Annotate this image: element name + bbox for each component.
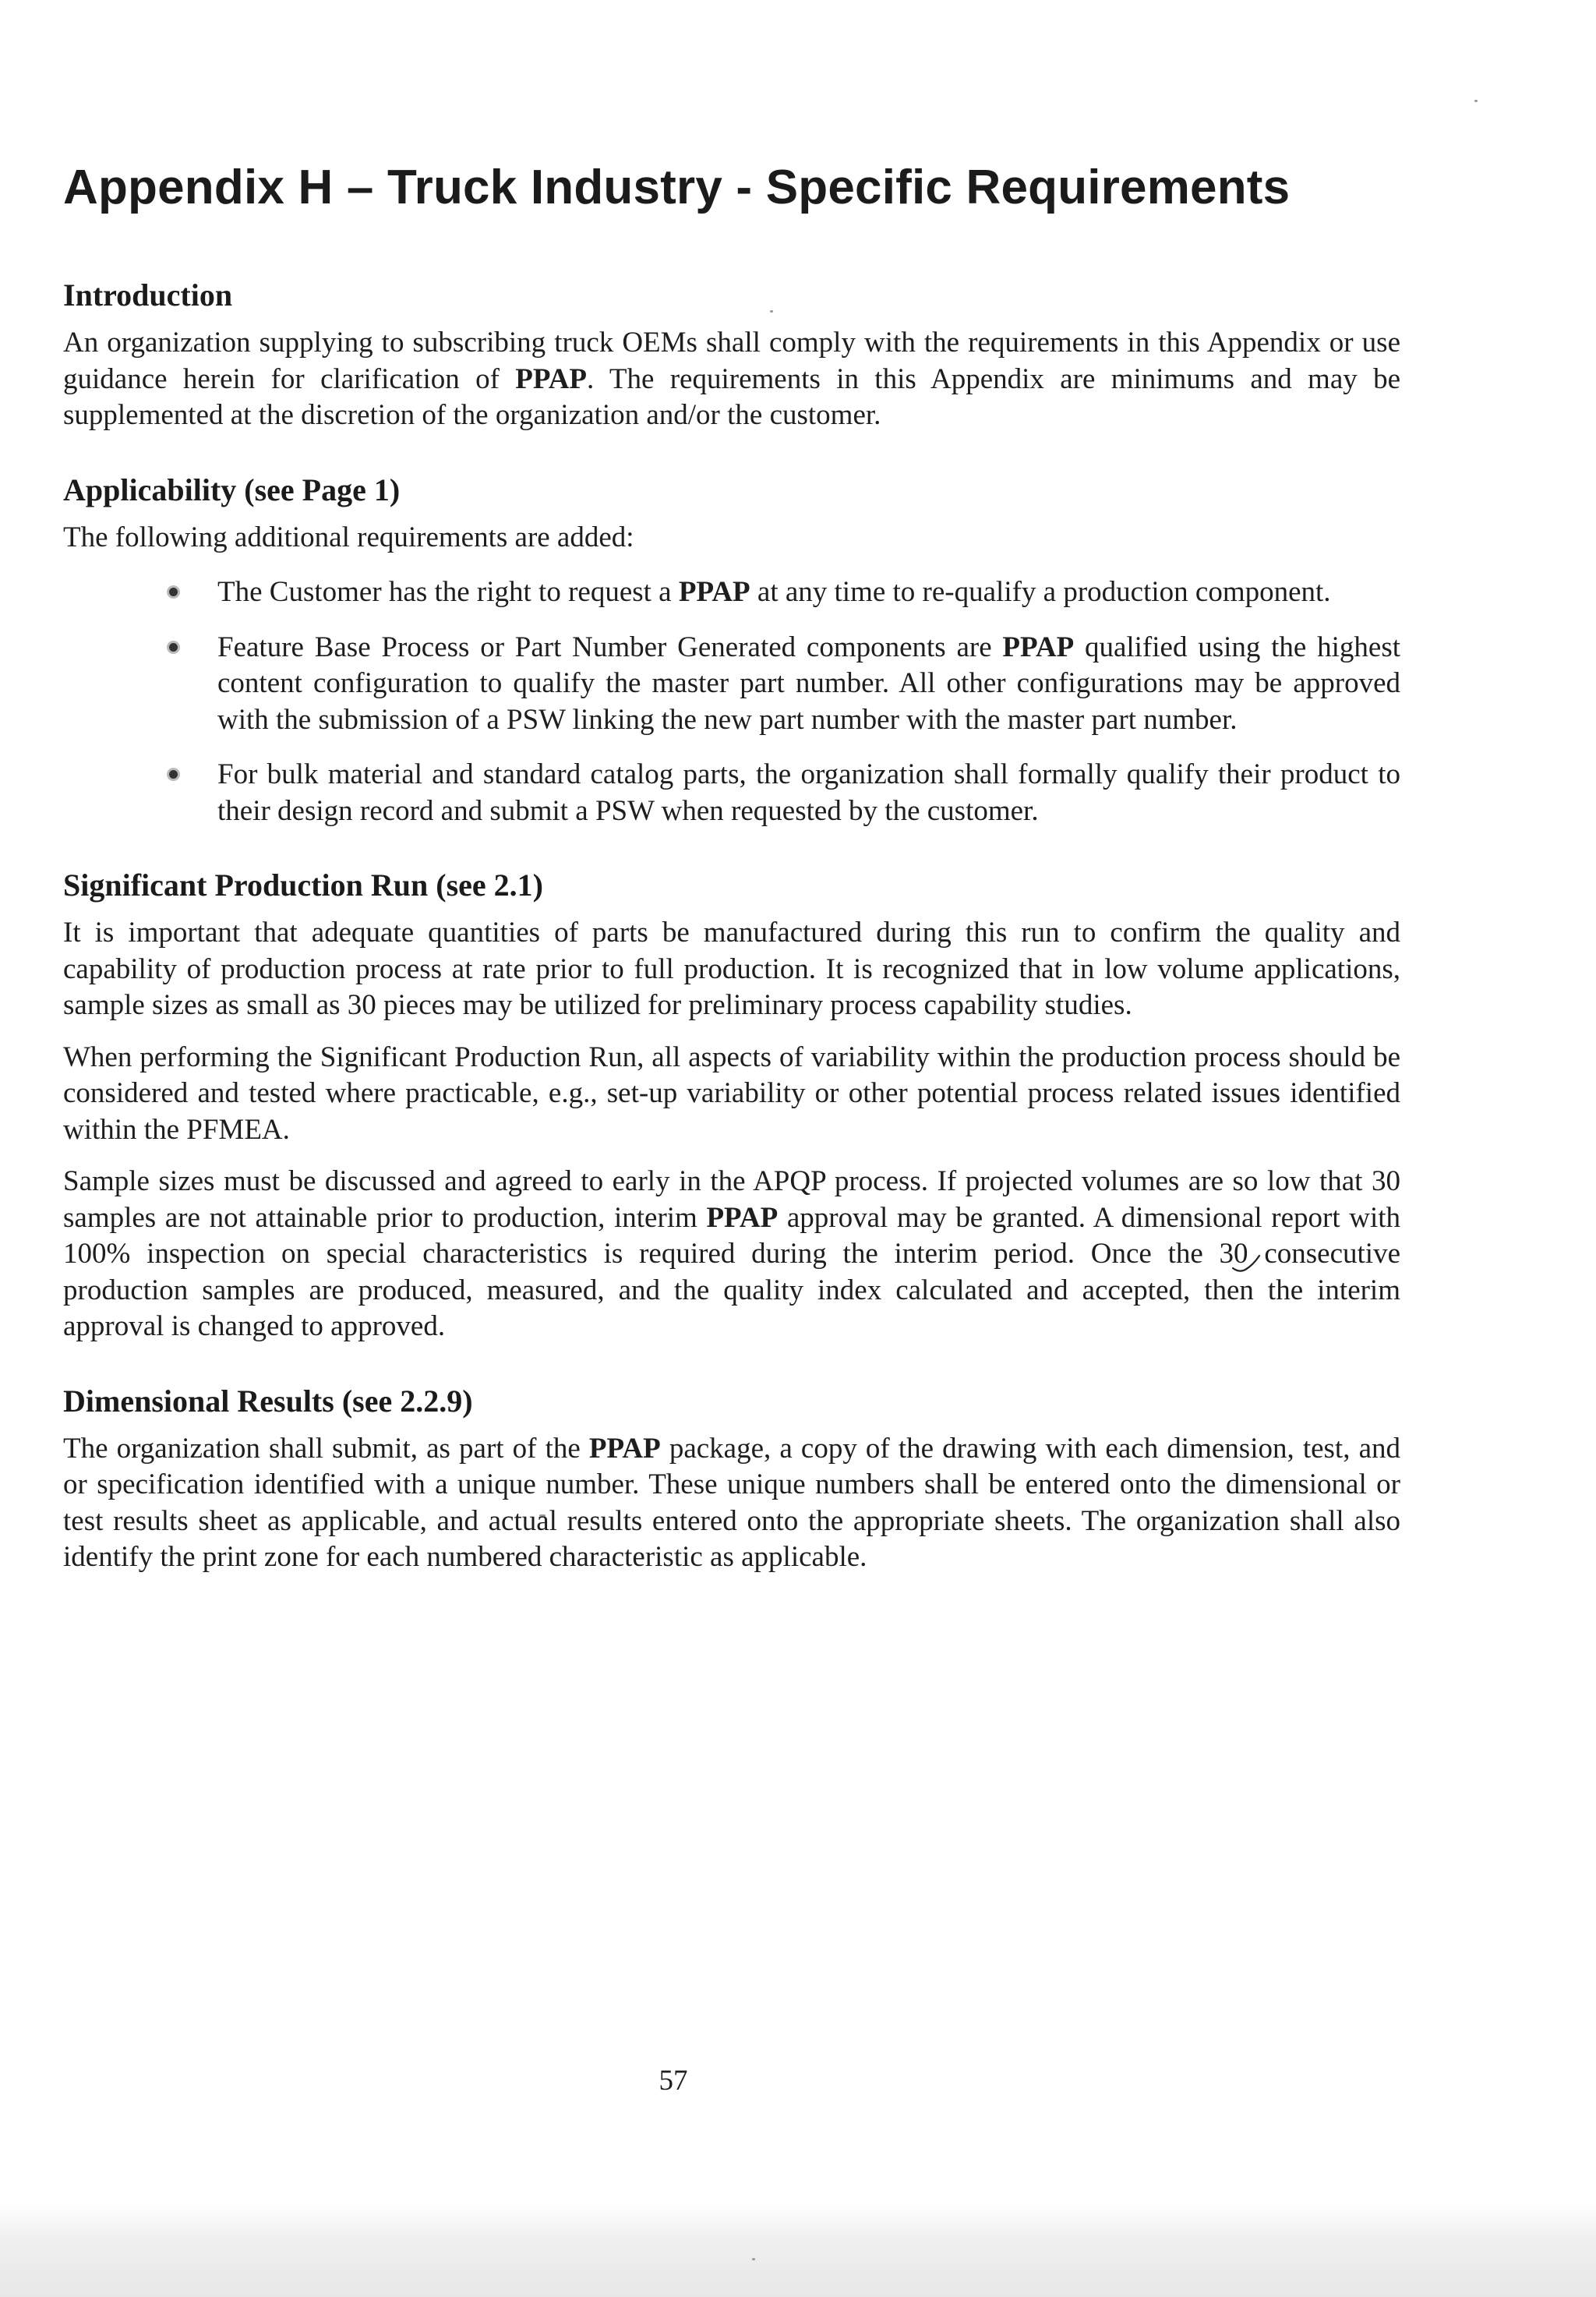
bold-term: PPAP [706,1201,779,1234]
bold-term: PPAP [515,362,588,395]
section-heading: Dimensional Results (see 2.2.9) [63,1383,473,1419]
scan-speck [752,2258,755,2260]
page-number: 57 [659,2065,688,2097]
list-item [63,630,1400,739]
page-title: Appendix H – Truck Industry - Specific Requirements [63,161,1291,214]
paragraph [63,1164,1400,1345]
paragraph [63,1040,1400,1149]
text-run: package, a copy of the drawing with each dimension, test, and or specification identified with a unique number. These unique numbers shall be entered onto the dimensional or test results sheet as applicable, and actual results entered onto the appropriate sheets. The organization shall also identify the print zone for each numbered characteristic as applicable. [63,1432,1400,1573]
bullet-icon [169,770,178,779]
list-item [63,757,1400,829]
text-run: An organization supplying to subscribing truck OEMs shall comply with the requirements in this Appendix or use guidance herein for clarification of [63,327,1400,395]
page-bottom-shadow [0,2203,1596,2297]
text-run: at any time to re-qualify a production component. [750,576,1331,608]
section-heading: Introduction [63,277,233,313]
paragraph [63,325,1400,434]
paragraph [63,915,1400,1024]
bold-term: PPAP [1002,631,1075,663]
text-run: approval may be granted. A dimensional report with 100% inspection on special characteristics is required during the interim period. Once the 30 consecutive production samples are produced, measured, and the quality index calculated and accepted, then the interim approval is changed to approved. [63,1201,1400,1342]
text-run: When performing the Significant Production Run, all aspects of variability within the production process should be considered and tested where practicable, e.g., set-up variability or other potential process related issues identified within the PFMEA. [63,1041,1400,1146]
text-run: Sample sizes must be discussed and agreed to early in the APQP process. If projected volumes are so low that 30 samples are not attainable prior to production, interim [63,1165,1400,1234]
section-heading: Significant Production Run (see 2.1) [63,868,543,903]
text-run: The organization shall submit, as part of the [63,1432,589,1465]
requirements-list [63,574,1400,829]
text-run: The Customer has the right to request a [217,576,679,608]
section-introduction [63,277,1400,434]
paragraph [63,1431,1400,1576]
text-run: For bulk material and standard catalog parts, the organization shall formally qualify their product to their design record and submit a PSW when requested by the customer. [217,758,1400,827]
section-heading: Applicability (see Page 1) [63,472,401,507]
scan-speck [1474,100,1478,102]
bullet-icon [169,643,178,652]
list-item [63,574,1400,611]
section-applicability [63,472,1400,830]
bold-term: PPAP [678,576,750,608]
document-body [63,160,1400,1613]
text-run: It is important that adequate quantities of parts be manufactured during this run to confirm the quality and capability of production process at rate prior to full production. It is recognized that in low volume applications, sample sizes as small as 30 pieces may be utilized for preliminary process capability studies. [63,917,1400,1021]
paragraph: The following additional requirements are added: [63,521,634,553]
text-run: qualified using the highest content configuration to qualify the master part number. All other configurations may be approved with the submission of a PSW linking the new part number with the master part number. [217,631,1400,736]
text-run: Feature Base Process or Part Number Generated components are [217,631,1003,663]
bullet-icon [169,588,178,596]
text-run: . The requirements in this Appendix are minimums and may be supplemented at the discretion of the organization and/or the customer. [63,362,1400,431]
bold-term: PPAP [588,1432,661,1465]
section-significant-production-run [63,867,1400,1345]
section-dimensional-results [63,1383,1400,1576]
